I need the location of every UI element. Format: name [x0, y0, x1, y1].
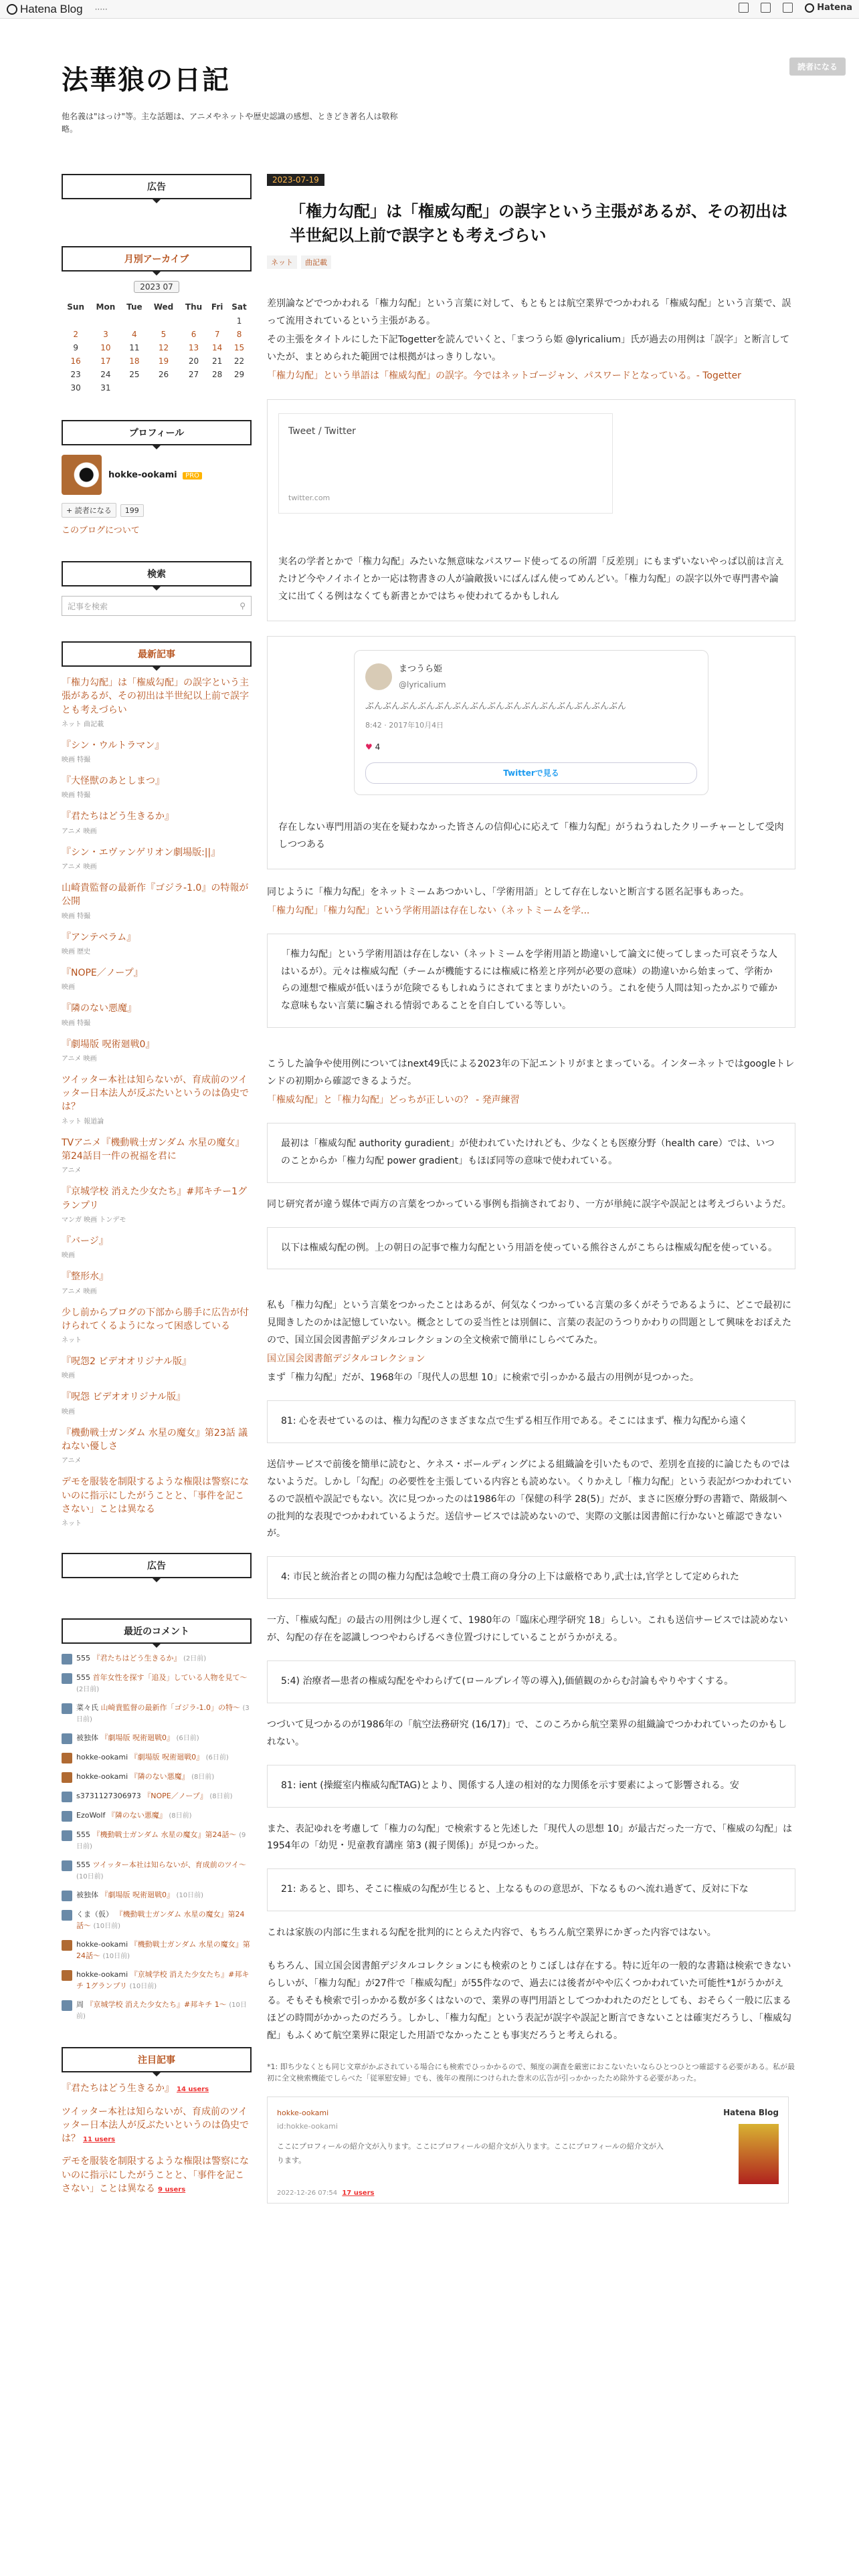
paragraph: まず「権力勾配」だが、1968年の「現代人の思想 10」に検索で引っかかる最古の用例が見つかった。 [267, 1372, 699, 1384]
commenter-avatar-icon [62, 1910, 72, 1921]
tweet-body: ぶんぶんぶんぶんぶんぶんぶんぶんぶんぶんぶんぶんぶんぶんぶん [365, 702, 627, 712]
hot-entry[interactable] [62, 2082, 252, 2095]
commenter-name[interactable]: 555 [76, 1673, 90, 1683]
author-name[interactable]: hokke-ookami [277, 2108, 329, 2117]
comment-item[interactable] [62, 1810, 252, 1822]
write-link[interactable] [739, 3, 749, 13]
calendar-day [90, 314, 121, 328]
comment-time: (8日前) [209, 1793, 233, 1801]
paragraph: 私も「権力勾配」という言葉をつかったことはあるが、何気なくつかっている言葉の多くがそうであるように、どこで最初に見聞きしたのかは記憶していない。概念としての妥当性とは別個に、言葉の表記のうつりかわりの問題として興味をおぼえたので、国立国会図書館デジタルコレクションの全文検索で簡単にしらべてみた。 [267, 1300, 791, 1346]
commenter-avatar-icon [62, 1753, 72, 1763]
blog-header [0, 19, 859, 174]
calendar-day: 9 [73, 343, 78, 352]
latest-entry[interactable] [62, 1136, 252, 1175]
latest-entry-categories[interactable]: ネット [62, 1337, 82, 1345]
togetter-link[interactable]: 「権力勾配」という単語は「権威勾配」の誤字。今ではネットゴージャン、パスワードとなっている。- Togetter [267, 370, 741, 381]
archive-title: 月別アーカイブ [62, 246, 252, 272]
latest-entry-title[interactable]: ツイッター本社は知らないが、育成前のツイッター日本法人が反ぶたいというのは偽史では？ [62, 1074, 249, 1113]
calendar-day: 20 [188, 356, 199, 366]
tweet-avatar [365, 663, 392, 690]
commenter-name[interactable]: s3731127306973 [76, 1792, 141, 1801]
latest-entry[interactable] [62, 1355, 252, 1380]
sidebar [62, 174, 252, 2221]
blockquote: 「権力勾配」という学術用語は存在しない（ネットミームを学術用語と勘違いして論文に使ってしまった可哀そうな人はいるが）。元々は権威勾配（チームが機能するには権威に格差と序列が必要の意味）の勘違いから始まって、学術からの連想で権威が低いほうが危険でるもしれぬうにされてまとまりがたいのう。これを使う人間は知ったかぶりで確かな意味もない言葉に騙される情弱であることを自白している等しい。 [267, 934, 795, 1029]
comment-item[interactable] [62, 1752, 252, 1763]
comment-entry-link[interactable]: 『機動戦士ガンダム 水星の魔女』第24話〜 [76, 1910, 245, 1930]
calendar-day[interactable]: 5 [161, 330, 167, 339]
entry-date[interactable]: 2023-07-19 [267, 174, 324, 186]
entry-body [267, 296, 795, 2204]
comment-entry-link[interactable]: 『NOPE／ノープ』 [143, 1792, 207, 1801]
calendar-day[interactable]: 3 [103, 330, 108, 339]
paragraph: つづいて見つかるのが1986年の「航空法務研究 (16/17)」で、このころから航空業界の組織論でつかわれていったのかもしれない。 [267, 1719, 787, 1747]
calendar-day[interactable]: 10 [100, 343, 111, 352]
comments-title: 最近のコメント [62, 1618, 252, 1644]
author-card[interactable] [267, 2097, 789, 2204]
latest-entry[interactable] [62, 1185, 252, 1224]
profile-subscribe-button[interactable]: + 読者になる [62, 503, 116, 518]
bookmark-users[interactable]: 9 users [158, 2185, 186, 2193]
paragraph: こうした論争や使用例についてはnext49氏による2023年の下記エントリがまとまっている。インターネットではgoogleトレンドの初期から確認できるようだ。 [267, 1059, 795, 1087]
latest-entry-categories[interactable]: ネット 報道論 [62, 1117, 104, 1125]
latest-entry-categories[interactable]: アニメ 映画 [62, 1055, 97, 1063]
commenter-avatar-icon [62, 1703, 72, 1714]
comment-time: (10日前) [76, 1872, 104, 1881]
comment-entry-link[interactable]: 『機動戦士ガンダム 水星の魔女』第24話〜 [76, 1940, 250, 1960]
calendar-day[interactable]: 19 [158, 356, 169, 366]
comment-entry-link[interactable]: 『隣のない悪魔』 [107, 1811, 167, 1820]
calendar-day[interactable]: 18 [129, 356, 140, 366]
latest-entry-categories[interactable]: マンガ 映画 トンデモ [62, 1216, 126, 1224]
latest-entry[interactable] [62, 1270, 252, 1295]
anond-link[interactable]: 「権力勾配」「権力勾配」という学術用語は存在しない（ネットミームを学... [267, 905, 590, 916]
latest-entry-title[interactable]: 『呪怨 ビデオオリジナル版』 [62, 1392, 186, 1403]
blockquote: 最初は「権威勾配 authority guradient」が使われていたけれども、少なくとも医療分野（health care）では、いつのことからか「権力勾配 power gradient」もほぼ同等の意味で使われている。 [267, 1123, 795, 1183]
calendar-day[interactable]: 13 [188, 343, 199, 352]
bookmark-icon [783, 3, 793, 13]
paragraph: 送信サービスで前後を簡単に読むと、ケネス・ボールディングによる組織論を引いたもので、差別を直接的に論じたものではないようだ。しかし「勾配」の必要性を主張している内容とも読めない。くりかえし「権力勾配」という表記がつかわれているので誤植や誤記でもない。次に見つかったのは1986年の「保健の科学 28(5)」だが、まさに医療分野の書籍で、階級制への批判的な表現でつかわれているようだ。送信サービスでは読めないので、実際の文脈は図書館に行かないと確認できないが。 [267, 1459, 791, 1539]
latest-entry[interactable] [62, 810, 252, 835]
tweet-text: 存在しない専門用語の実在を疑わなかった皆さんの信仰心に応えて「権力勾配」がうねうねしたクリーチャーとして受肉しつつある [278, 822, 784, 851]
calendar-day[interactable]: 2 [73, 330, 78, 339]
calendar-day[interactable]: 4 [132, 330, 137, 339]
commenter-avatar-icon [62, 1940, 72, 1951]
calendar-day: 27 [188, 370, 199, 379]
hot-entry-title[interactable]: デモを服装を制限するような権限は警察にないのに指示にしたがうことと、「事件を記こさない」ことは異なる [62, 2156, 249, 2194]
blockquote: 81: 心を表せているのは、権力勾配のさまざまな点で生ずる相互作用である。そこにはまず、権力勾配から遠く [267, 1400, 795, 1443]
latest-entry-categories[interactable]: アニメ [62, 1457, 82, 1465]
book-thumbnail[interactable] [739, 2124, 779, 2184]
pro-badge: PRO [183, 472, 202, 479]
paragraph: もちろん、国立国会図書館デジタルコレクションにも検索のとりこぼしは存在する。特に近年の一般的な書籍は検索できないらしいが、「権力勾配」が27件で「権威勾配」が55件なので、過去には後者がやや広くつかわれていた可能性*1がうかがえる。そもそも検索で引っかかる数が多くはないので、業界の専門用語としてつかわれたのだとしても、おそらく一般に広まるほどの時間がかかったのだろう。しかし、「権力勾配」という表記が誤字や誤記と断言できないことは確実だろうし、「権威勾配」もふくめて航空業界に限定した用語でなかったことも事実だろうと考えられる。 [267, 1961, 791, 2041]
latest-entry-title[interactable]: 「権力勾配」は「権威勾配」の誤字という主張があるが、その初出は半世紀以上前で誤字とも考えづらい [62, 677, 249, 716]
paragraph: 同じように「権力勾配」をネットミームあつかいし、「学術用語」として存在しないと断言する匿名記事もあった。 [267, 886, 749, 897]
latest-entry[interactable] [62, 774, 252, 799]
comment-time: (6日前) [176, 1735, 199, 1743]
bookmark-users[interactable]: 11 users [83, 2136, 116, 2144]
calendar-weekday: Fri [211, 302, 223, 312]
latest-entry-title[interactable]: 『機動戦士ガンダム 水星の魔女』第23話 議ねない優しさ [62, 1427, 248, 1453]
calendar-day [180, 314, 208, 328]
global-menu[interactable]: ····· [94, 4, 108, 14]
latest-entry-categories[interactable]: 映画 特撮 [62, 756, 91, 764]
tweet-time: 8:42 · 2017年10月4日 [365, 721, 444, 730]
calendar-day[interactable]: 16 [70, 356, 81, 366]
comment-item[interactable] [62, 1830, 252, 1852]
comment-item[interactable] [62, 1703, 252, 1725]
latest-entry[interactable] [62, 1002, 252, 1027]
latest-module [62, 641, 252, 1527]
commenter-name[interactable]: hokke-ookami [76, 1970, 128, 1979]
comment-item[interactable] [62, 2000, 252, 2022]
tweet-embed[interactable]: Tweet / Twitter twitter.com [278, 413, 613, 514]
comment-entry-link[interactable]: 『劇場版 呪術廻戦0』 [130, 1753, 204, 1762]
latest-entry-categories[interactable]: 映画 [62, 1408, 75, 1416]
hot-entry[interactable] [62, 2155, 252, 2195]
calendar-weekday: Wed [153, 302, 174, 312]
comment-entry-link[interactable]: 『隣のない悪魔』 [130, 1772, 189, 1782]
latest-entry[interactable] [62, 739, 252, 764]
commenter-name[interactable]: hokke-ookami [76, 1940, 128, 1949]
commenter-name[interactable]: 被独体 [76, 1733, 98, 1743]
comment-time: (8日前) [191, 1774, 215, 1782]
latest-entry-title[interactable]: 山崎貴監督の最新作『ゴジラ-1.0』の特報が公開 [62, 883, 249, 907]
latest-entry-categories[interactable]: 映画 [62, 984, 75, 992]
calendar-day [122, 314, 148, 328]
calendar-weekday: Thu [185, 302, 203, 312]
calendar-day [180, 381, 208, 395]
comment-entry-link[interactable]: 『劇場版 呪術廻戦0』 [100, 1891, 174, 1900]
latest-entry-categories[interactable]: 映画 [62, 1372, 75, 1380]
calendar-day: 21 [212, 356, 223, 366]
calendar-day: 30 [70, 383, 81, 393]
latest-entry[interactable] [62, 966, 252, 991]
comment-time: (10日前) [102, 1952, 130, 1960]
hot-title: 注目記事 [62, 2047, 252, 2072]
latest-entry-title[interactable]: 『シン・エヴァンゲリオン劇場版:||』 [62, 847, 221, 858]
comment-item[interactable] [62, 1673, 252, 1695]
comment-entry-link[interactable]: 『京城学校 消えた少女たち』#邦キチ 1グランプリ [76, 1970, 250, 1990]
comment-entry-link[interactable]: ツイッター本社は知らないが、育成前のツイ〜 [92, 1860, 246, 1870]
hot-entry-title[interactable]: ツイッター本社は知らないが、育成前のツイッター日本法人が反ぶたいというのは偽史では？ [62, 2106, 249, 2145]
calendar-day [147, 314, 180, 328]
reader-link[interactable] [761, 3, 771, 13]
sidebar-ad-2 [62, 1553, 252, 1593]
calendar-day: 26 [158, 370, 169, 379]
author-bio: ここにプロフィールの紹介文が入ります。ここにプロフィールの紹介文が入ります。ここにプロフィールの紹介文が入ります。 [277, 2142, 664, 2165]
calendar-weekday: Tue [126, 302, 142, 312]
calendar-day[interactable]: 15 [233, 343, 245, 352]
latest-entry[interactable] [62, 1426, 252, 1465]
commenter-name[interactable]: くま（仮） [76, 1910, 113, 1919]
commenter-avatar-icon [62, 1673, 72, 1684]
calendar-day: 22 [233, 356, 245, 366]
bookmark-link[interactable] [783, 3, 793, 13]
latest-entry-categories[interactable]: ネット 曲記載 [62, 720, 104, 728]
calendar-day [207, 381, 227, 395]
comment-item[interactable] [62, 1939, 252, 1961]
hot-module [62, 2047, 252, 2195]
tweet-widget[interactable] [354, 650, 708, 795]
commenter-avatar-icon [62, 1772, 72, 1783]
calendar-day: 11 [129, 343, 140, 352]
profile-name[interactable]: hokke-ookami [108, 470, 177, 480]
latest-entry-categories[interactable]: ネット [62, 1520, 82, 1528]
tweet-handle: @lyricalium [399, 680, 446, 690]
comment-time: (9日前) [76, 1832, 246, 1850]
latest-entry[interactable] [62, 1073, 252, 1125]
latest-entry[interactable] [62, 1306, 252, 1345]
latest-title: 最新記事 [62, 641, 252, 667]
comment-item[interactable] [62, 1860, 252, 1882]
calendar-day: 23 [70, 370, 81, 379]
latest-entry-title[interactable]: 『劇場版 呪術廻戦0』 [62, 1039, 155, 1050]
comment-entry-link[interactable]: 山崎貴監督の最新作「ゴジラ-1.0」の特〜 [100, 1703, 240, 1713]
entry-title[interactable]: 「権力勾配」は「権威勾配」の誤字という主張があるが、その初出は半世紀以上前で誤字とも考えづらい [290, 202, 787, 245]
hatena-link[interactable]: 「権威勾配」と「権力勾配」どっちが正しいの？ - 発声練習 [267, 1095, 520, 1106]
latest-entry-categories[interactable]: アニメ 映画 [62, 863, 97, 871]
latest-entry[interactable] [62, 846, 252, 871]
ndl-link[interactable]: 国立国会図書館デジタルコレクション [267, 1354, 425, 1365]
calendar-day[interactable]: 8 [236, 330, 242, 339]
search-module [62, 561, 252, 616]
latest-entry-title[interactable]: 『君たちはどう生きるか』 [62, 811, 174, 823]
commenter-avatar-icon [62, 1654, 72, 1665]
paragraph: 同じ研究者が違う媒体で両方の言葉をつかっている事例も指摘されており、一方が単純に誤字や誤記とは考えづらいようだ。 [267, 1198, 791, 1210]
latest-entry-title[interactable]: デモを服装を制限するような権限は警察にないのに指示にしたがうことと、「事件を記こさない」ことは異なる [62, 1477, 249, 1515]
latest-entry-categories[interactable]: 映画 [62, 1252, 75, 1260]
comment-entry-link[interactable]: 『君たちはどう生きるか』 [92, 1654, 181, 1663]
latest-entry-title[interactable]: 『NOPE／ノープ』 [62, 967, 143, 978]
calendar-day [227, 381, 252, 395]
latest-entry-title[interactable]: 『アンテベラム』 [62, 932, 136, 943]
comment-item[interactable] [62, 1733, 252, 1744]
comment-time: (10日前) [129, 1982, 157, 1990]
global-header-right [739, 3, 852, 13]
about-link[interactable]: このブログについて [62, 526, 140, 536]
comment-item[interactable] [62, 1890, 252, 1901]
tweet-author: まつうら姫 [399, 664, 443, 675]
ad-title: 広告 [62, 174, 252, 199]
latest-entry-title[interactable]: 『大怪獣のあとしまつ』 [62, 776, 165, 787]
search-title: 検索 [62, 561, 252, 586]
latest-entry-title[interactable]: 『整形水』 [62, 1271, 108, 1283]
commenter-name[interactable]: EzoWolf [76, 1811, 106, 1820]
calendar-weekday: Mon [96, 302, 116, 312]
archive-calendar [62, 300, 252, 395]
paragraph: これは家族の内部に生まれる勾配を批判的にとらえた内容で、もちろん航空業界にかぎった内容ではない。 [267, 1927, 717, 1939]
latest-entry-title[interactable]: 『呪怨2 ビデオオリジナル版』 [62, 1356, 191, 1368]
view-on-twitter-button[interactable]: Twitterで見る [365, 762, 697, 784]
calendar-day[interactable]: 6 [191, 330, 197, 339]
commenter-avatar-icon [62, 1970, 72, 1981]
hot-entry[interactable] [62, 2105, 252, 2146]
commenter-name[interactable]: hokke-ookami [76, 1772, 128, 1782]
paragraph: 一方、「権威勾配」の最古の用例は少し遅くて、1980年の「臨床心理学研究 18」らしい。これも送信サービスでは読めないが、勾配の存在を認識しつつやわらげるべき位置づけにしていることがうかがえる。 [267, 1615, 788, 1644]
embedded-tweet-card-1 [267, 399, 795, 621]
subscribe-button[interactable]: 読者になる [789, 58, 846, 76]
comment-entry-link[interactable]: 『機動戦士ガンダム 水星の魔女』第24話〜 [92, 1830, 237, 1840]
hatena-blog-logo[interactable]: Hatena Blog [7, 3, 83, 16]
blockquote: 4: 市民と統治者との間の権力勾配は急峻で士農工商の身分の上下は厳格であり,武士は,官学として定められた [267, 1556, 795, 1599]
comment-time: (6日前) [205, 1754, 229, 1762]
latest-entry-title[interactable]: 少し前からブログの下部から勝手に広告が付けられてくるようになって困惑している [62, 1307, 249, 1331]
archive-module [62, 246, 252, 395]
comment-entry-link[interactable]: 『京城学校 消えた少女たち』#邦キチ 1〜 [86, 2000, 227, 2010]
comment-item[interactable] [62, 1772, 252, 1783]
paragraph: 差別論などでつかわれる「権力勾配」という言葉に対して、もともとは航空業界でつかわれる「権威勾配」という言葉で、誤って流用されているという主張がある。 [267, 298, 791, 326]
global-header [0, 0, 859, 19]
comment-time: (2日前) [76, 1685, 100, 1693]
commenter-avatar-icon [62, 1891, 72, 1901]
profile-module [62, 420, 252, 536]
latest-entry-categories[interactable]: 映画 特撮 [62, 1019, 91, 1027]
comment-time: (3日前) [76, 1705, 250, 1723]
latest-entry-title[interactable]: TVアニメ『機動戦士ガンダム 水星の魔女』第24話目一件の祝福を君に [62, 1137, 245, 1162]
commenter-avatar-icon [62, 1811, 72, 1822]
calendar-day[interactable]: 12 [158, 343, 169, 352]
calendar-day [147, 381, 180, 395]
author-handle: id:hokke-ookami [277, 2122, 338, 2131]
commenter-avatar-icon [62, 1830, 72, 1841]
commenter-name[interactable]: 555 [76, 1654, 90, 1663]
calendar-day [62, 314, 90, 328]
commenter-name[interactable]: 被独体 [76, 1891, 98, 1900]
commenter-name[interactable]: 周 [76, 2000, 84, 2010]
commenter-avatar-icon [62, 1860, 72, 1871]
calendar-day: 25 [129, 370, 140, 379]
search-input[interactable]: 記事を検索 ⚲ [62, 596, 252, 616]
latest-entry[interactable] [62, 881, 252, 920]
calendar-weekday: Sat [231, 302, 247, 312]
blockquote: 5:4) 治療者—患者の権威勾配をやわらげて(ロールプレイ等の導入),価値観のからむ討論もやりやすくする。 [267, 1660, 795, 1703]
comment-time: (2日前) [183, 1655, 207, 1663]
category-tag[interactable]: ネット [267, 255, 297, 269]
tweet-text: 実名の学者とかで「権力勾配」みたいな無意味なパスワード使ってるの所謂「反差別」にもまずいないやっぱ以前は言えたけど今やノイホイとか一応は物書きの人が論敵扱いにばんばん使ってめんどい。「権力勾配」の誤字以外で専門書や論文に出てくる例はなくても新書とかではちゃ使われてるかもしれん [278, 556, 784, 603]
commenter-avatar-icon [62, 2000, 72, 2011]
comment-time: (10日前) [76, 2002, 247, 2020]
hatena-blog-brand: Hatena Blog [723, 2107, 779, 2117]
latest-entry[interactable] [62, 676, 252, 728]
main-article [267, 174, 795, 2204]
comment-time: (10日前) [176, 1892, 204, 1900]
hatena-account[interactable]: Hatena [805, 3, 852, 13]
paragraph: また、表記ゆれを考慮して「権力の勾配」で検索すると先述した「現代人の思想 10」が最古だった一方で、「権威の勾配」は1954年の「幼児・児童教育講座 第3 (親子関係)」が見つかった。 [267, 1823, 792, 1852]
calendar-day [122, 381, 148, 395]
calendar-day: 24 [100, 370, 111, 379]
commenter-name[interactable]: 菜々氏 [76, 1703, 98, 1713]
calendar-day: 29 [233, 370, 245, 379]
commenter-name[interactable]: hokke-ookami [76, 1753, 128, 1762]
latest-entry-title[interactable]: 『シン・ウルトラマン』 [62, 740, 165, 751]
comment-item[interactable] [62, 1653, 252, 1665]
blockquote: 21: あると、即ち、そこに権威の勾配が生じると、上なるものの意思が、下なるものへ流れ過ぎて、反対に下な [267, 1868, 795, 1911]
comment-item[interactable] [62, 1791, 252, 1802]
commenter-name[interactable]: 555 [76, 1860, 90, 1870]
heart-icon[interactable]: ♥ [365, 742, 373, 752]
tweet-likes: ♥ 4 [365, 742, 381, 752]
embedded-tweet-card-2 [267, 636, 795, 869]
author-card-meta: 2022-12-26 07:54 17 users [277, 2189, 375, 2197]
bookmark-users[interactable]: 14 users [177, 2086, 209, 2094]
commenter-avatar-icon [62, 1733, 72, 1744]
comment-item[interactable] [62, 1969, 252, 1992]
calendar-day: 31 [100, 383, 111, 393]
edit-icon [739, 3, 749, 13]
latest-entry-categories[interactable]: アニメ [62, 1167, 82, 1175]
commenter-name[interactable]: 555 [76, 1830, 90, 1840]
archive-month-select[interactable]: 2023 07 [134, 281, 179, 293]
footnote: *1: 即ち少なくとも同じ文章がかぶされている場合にも検索でひっかかるので、頻度の調査を厳密におこないたいならひとつひとつ確認する必要がある。私が最初に全文検索機能でしらべた「従軍慰安婦」でも、後年の複削につけられた巻末の広告が引っかかったため除外する必要があった。 [267, 2062, 795, 2083]
calendar-day[interactable]: 7 [214, 330, 220, 339]
latest-entry-title[interactable]: 『隣のない悪魔』 [62, 1003, 136, 1014]
hatena-mark-icon [805, 3, 814, 13]
category-tag[interactable]: 曲記載 [301, 255, 331, 269]
latest-entry[interactable] [62, 1390, 252, 1415]
blockquote: 81: ient (操縦室内権威勾配TAG)とより、関係する人達の相対的な力関係を示す要素によって影響される。安 [267, 1765, 795, 1808]
calendar-day[interactable]: 14 [212, 343, 223, 352]
latest-entry[interactable] [62, 1235, 252, 1259]
latest-entry[interactable] [62, 1038, 252, 1063]
profile-title: プロフィール [62, 420, 252, 445]
blockquote: 以下は権威勾配の例。上の朝日の記事で権力勾配という用語を使っている熊谷さんがこちらは権威勾配を使っている。 [267, 1227, 795, 1270]
comment-time: (10日前) [93, 1922, 121, 1930]
comment-time: (8日前) [169, 1812, 192, 1820]
latest-entry-categories[interactable]: 映画 歴史 [62, 948, 91, 956]
blog-description: 他名義は"はっけ"等。主な話題は、アニメやネットや歴史認識の感想、ときどき著名人は敬称略。 [62, 112, 398, 134]
latest-entry-categories[interactable]: アニメ 映画 [62, 1287, 97, 1295]
bookmark-users[interactable]: 17 users [342, 2189, 375, 2197]
commenter-avatar-icon [62, 1792, 72, 1802]
latest-entry[interactable] [62, 931, 252, 956]
latest-entry[interactable] [62, 1475, 252, 1527]
ad2-title: 広告 [62, 1553, 252, 1578]
comment-item[interactable] [62, 1909, 252, 1931]
latest-entry-categories[interactable]: 映画 特撮 [62, 912, 91, 920]
comment-entry-link[interactable]: 『劇場版 呪術廻戦0』 [100, 1733, 174, 1743]
latest-entry-categories[interactable]: アニメ 映画 [62, 827, 97, 835]
reader-count: 199 [120, 504, 144, 517]
calendar-day [207, 314, 227, 328]
calendar-weekday: Sun [67, 302, 84, 312]
comment-entry-link[interactable]: 首年女性を探す「追及」している人物を見て〜 [92, 1673, 248, 1683]
latest-entry-title[interactable]: 『京城学校 消えた少女たち』#邦キチー1グランプリ [62, 1186, 248, 1211]
paragraph: その主張をタイトルにした下記Togetterを読んでいくと、「まつうら姫 @lyricalium」氏が過去の用例は「誤字」と断言していたが、まとめられた範囲では根拠がはっきりしない。 [267, 334, 790, 362]
calendar-day: 1 [236, 316, 242, 326]
search-icon[interactable]: ⚲ [240, 601, 246, 611]
blog-title[interactable]: 法華狼の日記 [62, 64, 230, 96]
calendar-day: 28 [212, 370, 223, 379]
hatena-logo-icon [7, 4, 17, 15]
list-icon [761, 3, 771, 13]
hot-entry-title[interactable]: 『君たちはどう生きるか』 [62, 2083, 174, 2095]
calendar-day[interactable]: 17 [100, 356, 111, 366]
comments-module [62, 1618, 252, 2022]
avatar[interactable] [62, 455, 102, 495]
latest-entry-title[interactable]: 『バージ』 [62, 1235, 108, 1247]
sidebar-ad [62, 174, 252, 221]
latest-entry-categories[interactable]: 映画 特撮 [62, 792, 91, 800]
